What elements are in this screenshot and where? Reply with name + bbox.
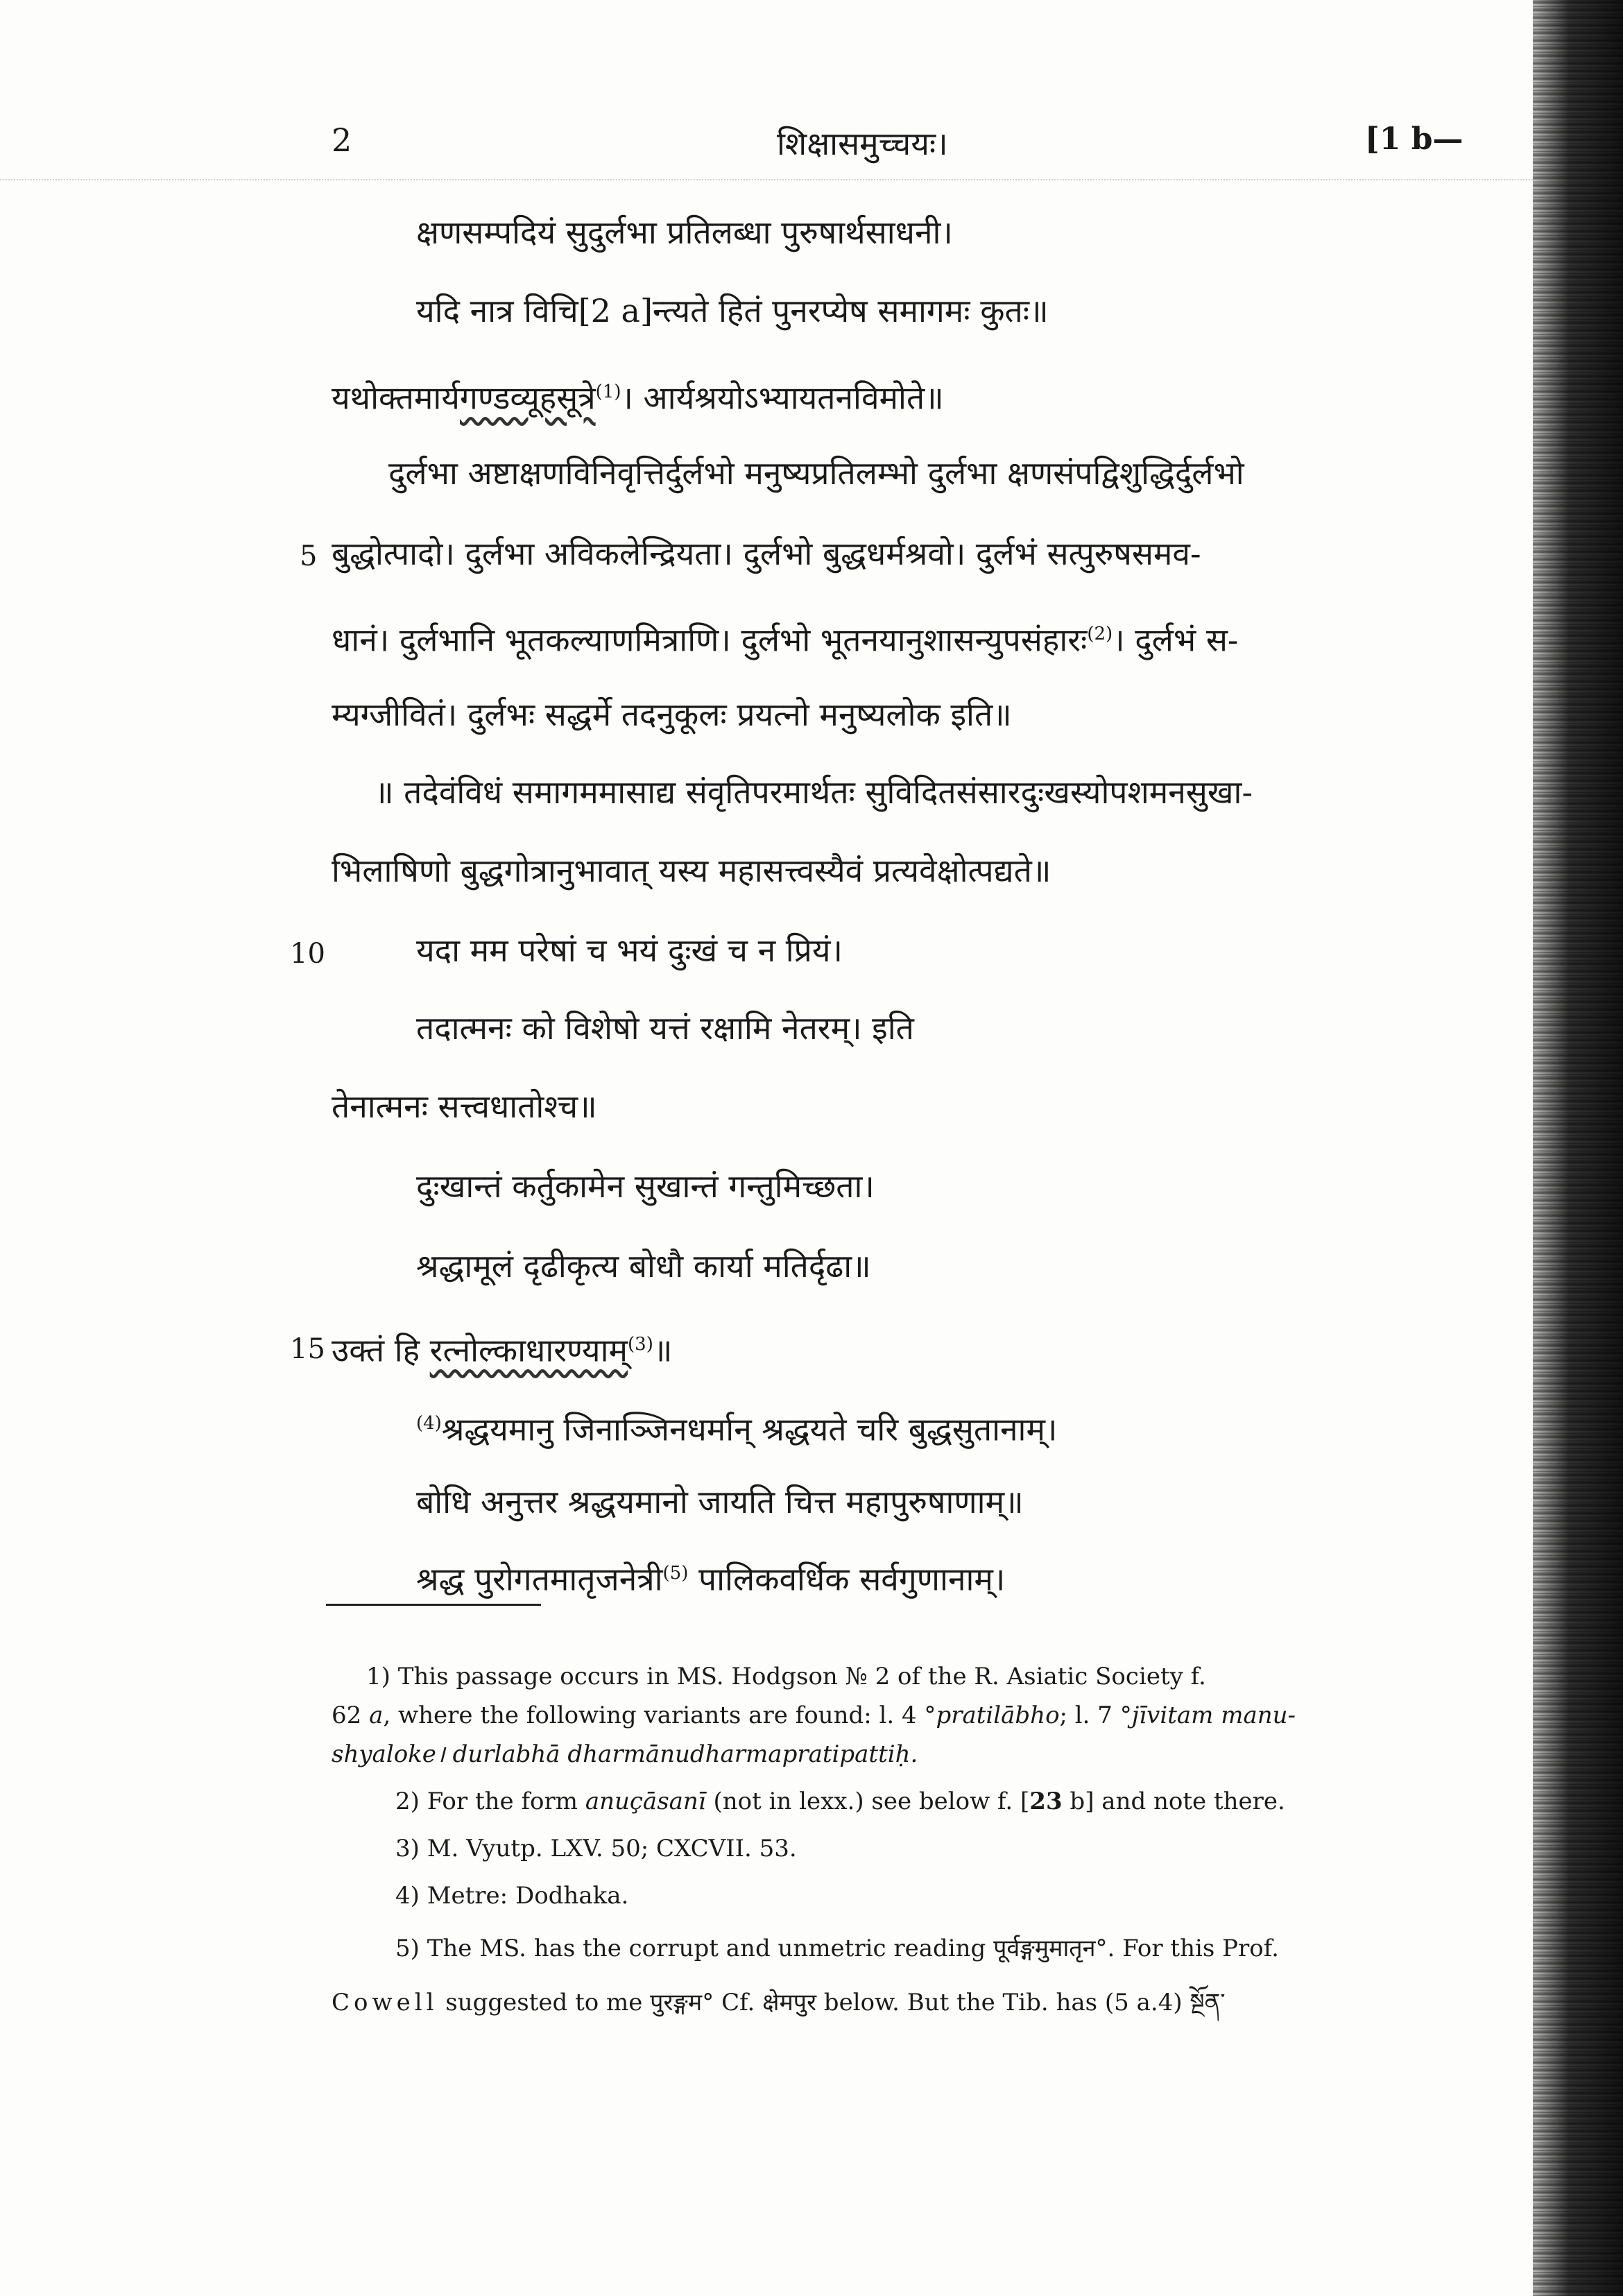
footnote-line: 1) This passage occurs in MS. Hodgson № 2 of the R. Asiatic Society f.	[366, 1663, 1206, 1690]
line-number: 10	[290, 938, 325, 970]
text-line: श्रद्ध पुरोगतमातृजनेत्री$^{(5)}$ पालिकवर्धिक सर्वगुणानाम्।	[416, 1560, 1006, 1598]
text-line: धानं। दुर्लभानि भूतकल्याणमित्राणि। दुर्लभो भूतनयानुशासन्युपसंहारः$^{(2)}$। दुर्लभं स-	[332, 621, 1239, 659]
footnote-line: 3) M. Vyutp. LXV. 50; CXCVII. 53.	[395, 1835, 797, 1862]
footnote-marker: (1)	[595, 382, 621, 402]
binding-shadow	[1533, 0, 1623, 2296]
footnote-marker: (2)	[1087, 624, 1113, 644]
text-line: यथोक्तमार्यगण्डव्यूहसूत्रे$^{(1)}$। आर्यश्रयोऽभ्यायतनविमोते॥	[332, 379, 944, 417]
text-line: दुःखान्तं कर्तुकामेन सुखान्तं गन्तुमिच्छता।	[416, 1167, 875, 1205]
footnote-marker: (4)	[416, 1413, 442, 1434]
text-line: यदि नात्र विचि[2 a]न्त्यते हितं पुनरप्येष समागमः कुतः॥	[416, 292, 1049, 329]
text-line: ॥ तदेवंविधं समागममासाद्य संवृतिपरमार्थतः सुविदितसंसारदुःखस्योपशमनसुखा-	[375, 773, 1253, 811]
text-line: $^{(4)}$श्रद्धयमानु जिनाञ्जिनधर्मान् श्रद्धयते चरि बुद्धसुतानाम्।	[416, 1410, 1058, 1448]
footnote-marker: (5)	[662, 1563, 689, 1584]
footnote-line: shyaloke। durlabhā dharmānudharmapratipattiḥ.	[332, 1740, 918, 1768]
line-number: 15	[290, 1333, 325, 1365]
text-line: उक्तं हि रत्नोल्काधारण्याम्$^{(3)}$॥	[332, 1331, 673, 1369]
text-line: तेनात्मनः सत्त्वधातोश्च॥	[332, 1088, 597, 1125]
header-dotted-line	[0, 179, 1533, 180]
text-line: क्षणसम्पदियं सुदुर्लभा प्रतिलब्धा पुरुषार्थसाधनी।	[416, 214, 953, 251]
footnote-line: 4) Metre: Dodhaka.	[395, 1882, 629, 1910]
line-number: 5	[300, 540, 318, 572]
running-title: शिक्षासमुच्चयः।	[777, 125, 948, 162]
text-line: बोधि अनुत्तर श्रद्धयमानो जायति चित्त महापुरुषाणाम्॥	[416, 1483, 1024, 1520]
footnote-line: 2) For the form anuçāsanī (not in lexx.) see below f. [23 b] and note there.	[395, 1788, 1285, 1815]
page-header	[0, 121, 1526, 170]
page-number: 2	[332, 121, 352, 159]
text-line: दुर्लभा अष्टाक्षणविनिवृत्तिर्दुर्लभो मनुष्यप्रतिलम्भो दुर्लभा क्षणसंपद्विशुद्धिर्दुर्लभो	[388, 454, 1244, 492]
text-line: म्यग्जीवितं। दुर्लभः सद्धर्मे तदनुकूलः प्रयत्नो मनुष्यलोक इति॥	[332, 696, 1012, 733]
footnote-line: 5) The MS. has the corrupt and unmetric reading पूर्वङ्गमुमातृन°. For this Prof.	[395, 1935, 1279, 1962]
text-reference: रत्नोल्काधारण्याम्	[429, 1331, 628, 1369]
footnote-line: Cowell suggested to me पुरङ्गम° Cf. क्षेमपुर below. But the Tib. has (5 a.4) སྔོན་	[332, 1989, 1226, 2016]
text-reference: गण्डव्यूहसूत्रे	[459, 379, 596, 417]
text-line: श्रद्धामूलं दृढीकृत्य बोधौ कार्या मतिर्दृढा॥	[416, 1247, 871, 1285]
footnote-line: 62 a, where the following variants are found: l. 4 °pratilābho; l. 7 °jīvitam manu-	[332, 1702, 1296, 1729]
footnote-marker: (3)	[628, 1334, 653, 1355]
text-line: भिलाषिणो बुद्धगोत्रानुभावात् यस्य महासत्त्वस्यैवं प्रत्यवेक्षोत्पद्यते॥	[332, 852, 1051, 889]
text-line: यदा मम परेषां च भयं दुःखं च न प्रियं।	[416, 932, 843, 969]
footnote-rule	[326, 1604, 541, 1606]
text-line: तदात्मनः को विशेषो यत्तं रक्षामि नेतरम्। इति	[416, 1009, 914, 1047]
text-line: बुद्धोत्पादो। दुर्लभा अविकलेन्द्रियता। दुर्लभो बुद्धधर्मश्रवो। दुर्लभं सत्पुरुषसमव-	[332, 535, 1201, 572]
folio-reference: [1 b—	[1365, 121, 1463, 157]
